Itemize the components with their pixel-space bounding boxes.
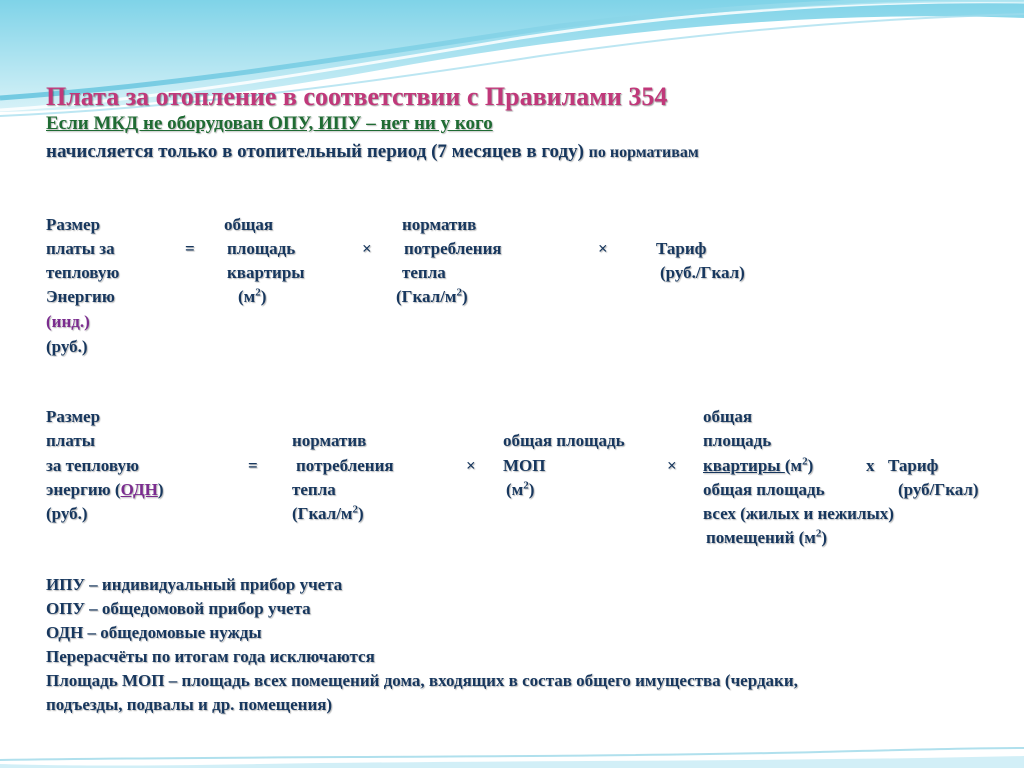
- f2-ratio-top-1: общая: [703, 407, 753, 426]
- f2-equals: =: [248, 456, 258, 475]
- f2-norm-2: потребления: [296, 456, 394, 475]
- period-line: [46, 140, 699, 165]
- note-ipu: ИПУ – индивидуальный прибор учета: [46, 575, 343, 594]
- f1-area-2: площадь: [227, 239, 296, 258]
- f1-lhs-5: (инд.): [46, 312, 90, 331]
- f1-norm-1: норматив: [402, 215, 477, 234]
- f2-ratio-top-2: площадь: [703, 431, 772, 450]
- note-odn: ОДН – общедомовые нужды: [46, 623, 262, 642]
- f2-mop-2: МОП: [503, 456, 546, 475]
- f2-norm-3: тепла: [292, 480, 336, 499]
- f2-lhs-4: энергию (ОДН): [46, 480, 164, 499]
- f1-norm-3: тепла: [402, 263, 446, 282]
- f2-norm-1: норматив: [292, 431, 367, 450]
- f1-tariff-unit: (руб./Гкал): [660, 263, 745, 282]
- slide-subtitle: Если МКД не оборудован ОПУ, ИПУ – нет ни у кого: [46, 113, 493, 134]
- f1-area-1: общая: [224, 215, 274, 234]
- period-text: начисляется только в отопительный период (7 месяцев в году): [46, 141, 584, 162]
- f1-times-1: ×: [362, 239, 372, 258]
- f2-lhs-3: за тепловую: [46, 456, 139, 475]
- f2-ratio-bottom-2: всех (жилых и нежилых): [703, 504, 894, 523]
- f2-mop-unit: $(м^2)$: [506, 479, 535, 499]
- f1-area-3: квартиры: [227, 263, 305, 282]
- f1-lhs-3: тепловую: [46, 263, 120, 282]
- f2-norm-unit: $(Гкал/м^2)$: [292, 503, 364, 523]
- note-mop-1: Площадь МОП – площадь всех помещений дома, входящих в состав общего имущества (чердаки,: [46, 671, 798, 690]
- odn-abbr: ОДН: [120, 480, 158, 499]
- f2-tariff: Тариф: [888, 456, 939, 475]
- f2-times-1: ×: [466, 456, 476, 475]
- f1-tariff: Тариф: [656, 239, 707, 258]
- f2-times-2: ×: [667, 456, 677, 475]
- f2-ratio-bottom-3: помещений $(м^2)$: [706, 527, 828, 547]
- f1-lhs-2: платы за: [46, 239, 115, 258]
- note-recalc: Перерасчёты по итогам года исключаются: [46, 647, 375, 666]
- f2-lhs-5: (руб.): [46, 504, 88, 523]
- f1-lhs-4: Энергию: [46, 287, 115, 306]
- f2-times-3: х: [866, 456, 875, 475]
- f2-mop-1: общая площадь: [503, 431, 625, 450]
- f1-norm-unit: $(Гкал/м^2)$: [396, 286, 468, 306]
- f2-ratio-top-3: квартиры $(м^2)$: [703, 455, 814, 475]
- f2-ratio-bottom-1: общая площадь: [703, 480, 825, 499]
- f1-lhs-1: Размер: [46, 215, 101, 234]
- f1-norm-2: потребления: [404, 239, 502, 258]
- f2-tariff-unit: (руб/Гкал): [898, 480, 979, 499]
- slide-title: Плата за отопление в соответствии с Правилами 354: [46, 82, 668, 111]
- f1-lhs-6: (руб.): [46, 337, 88, 356]
- f2-lhs-2: платы: [46, 431, 96, 450]
- period-note: по нормативам: [588, 144, 699, 161]
- f2-lhs-1: Размер: [46, 407, 101, 426]
- f1-area-unit: $(м^2)$: [238, 286, 267, 306]
- f1-times-2: ×: [598, 239, 608, 258]
- note-opu: ОПУ – общедомовой прибор учета: [46, 599, 311, 618]
- note-mop-2: подъезды, подвалы и др. помещения): [46, 695, 333, 714]
- wave-bottom-line: [0, 748, 1024, 760]
- f1-equals: =: [185, 239, 195, 258]
